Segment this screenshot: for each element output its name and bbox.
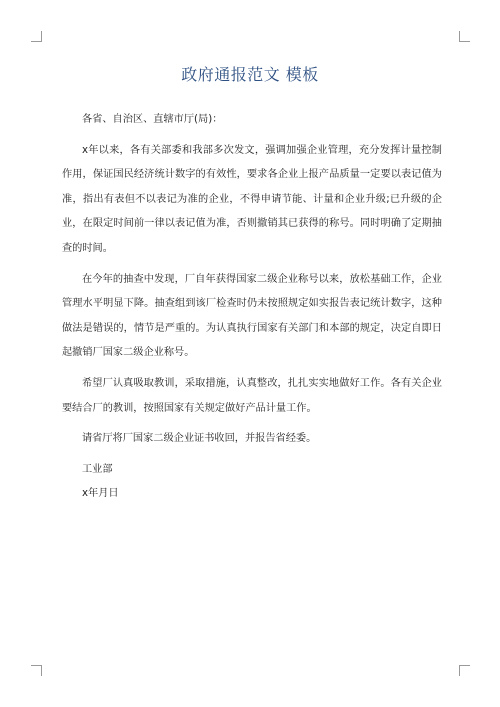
paragraph-2: 在今年的抽查中发现，厂自年获得国家二级企业称号以来，放松基础工作，企业管理水平明显下降。抽查组到该厂检查时仍未按照规定如实报告表记统计数字，这种做法是错误的，情节是严重的。为认真执行国家有关部门和本部的规定，决定自即日起撤销厂国家二级企业称号。 xyxy=(62,273,442,359)
paragraph-4: 请省厅将厂国家二级企业证书收回，并报告省经委。 xyxy=(82,433,317,445)
paragraph-1: x年以来，各有关部委和我部多次发文，强调加强企业管理，充分发挥计量控制作用，保证国民经济统计数字的有效性，要求各企业上报产品质量一定要以表记值为准，指出有表但不以表记为准的企业，不得申请节能、计量和企业升级;已升级的企业，在限定时间前一律以表记值为准，否则撤销其已获得的称号。同时明确了定期抽查的时间。 xyxy=(62,144,442,254)
document-body xyxy=(62,108,442,507)
crop-mark-top-right xyxy=(459,31,470,42)
salutation: 各省、自治区、直辖市厅(局)： xyxy=(82,114,223,125)
document-title: 政府通报范文 模板 xyxy=(181,65,319,84)
crop-mark-bottom-right xyxy=(459,665,470,676)
crop-mark-bottom-left xyxy=(31,665,42,676)
crop-mark-top-left xyxy=(31,31,42,42)
date: x年月日 xyxy=(82,488,119,500)
signature: 工业部 xyxy=(82,463,113,475)
paragraph-3: 希望厂认真吸取教训，采取措施，认真整改，扎扎实实地做好工作。各有关企业要结合厂的教训，按照国家有关规定做好产品计量工作。 xyxy=(62,377,442,414)
